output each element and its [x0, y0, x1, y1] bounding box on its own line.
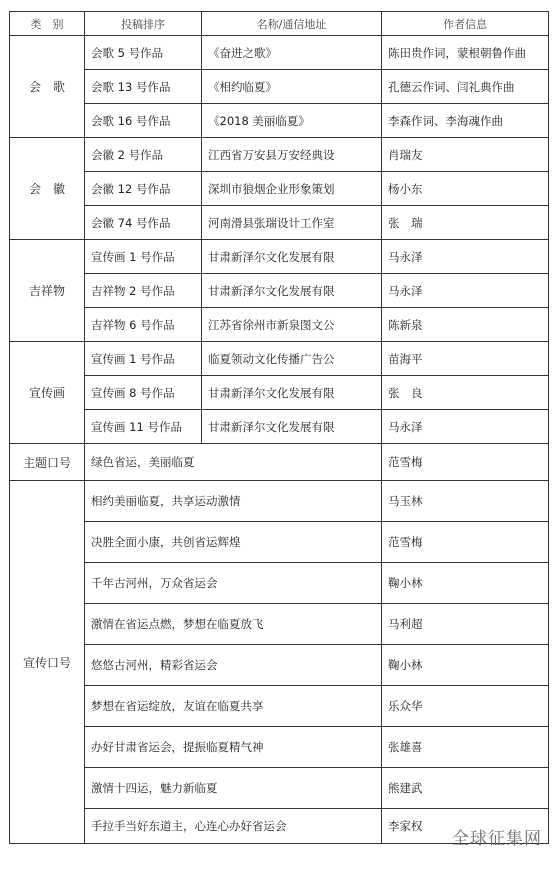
- table-row: [10, 138, 549, 172]
- header-author: 作者信息: [382, 12, 549, 36]
- table-header-row: [10, 12, 549, 36]
- author-cell: 李家权: [382, 809, 549, 844]
- name-cell: 《相约临夏》: [202, 70, 382, 104]
- table-row: [10, 104, 549, 138]
- table-row: [10, 604, 549, 645]
- category-cell: 主题口号: [10, 444, 85, 481]
- author-cell: 张 瑞: [382, 206, 549, 240]
- watermark: 全球征集网: [452, 829, 542, 849]
- header-category: 类 别: [10, 12, 85, 36]
- author-cell: 马玉林: [382, 481, 549, 522]
- table-row: [10, 645, 549, 686]
- slogan-cell: 悠悠古河州，精彩省运会: [85, 645, 382, 686]
- category-cell: 宣传口号: [10, 481, 85, 844]
- name-cell: 甘肃新泽尔文化发展有限: [202, 240, 382, 274]
- order-cell: 宣传画 1 号作品: [85, 240, 202, 274]
- category-cell: 吉祥物: [10, 240, 85, 342]
- table-row: [10, 410, 549, 444]
- name-cell: 《奋进之歌》: [202, 36, 382, 70]
- slogan-cell: 办好甘肃省运会，提振临夏精气神: [85, 727, 382, 768]
- author-cell: 鞠小林: [382, 645, 549, 686]
- author-cell: 杨小东: [382, 172, 549, 206]
- order-cell: 会歌 5 号作品: [85, 36, 202, 70]
- author-cell: 张 良: [382, 376, 549, 410]
- name-cell: 甘肃新泽尔文化发展有限: [202, 274, 382, 308]
- table-row: [10, 727, 549, 768]
- table-row: [10, 481, 549, 522]
- award-table: [9, 11, 549, 844]
- order-cell: 吉祥物 2 号作品: [85, 274, 202, 308]
- order-cell: 会徽 12 号作品: [85, 172, 202, 206]
- author-cell: 范雪梅: [382, 522, 549, 563]
- name-cell: 甘肃新泽尔文化发展有限: [202, 376, 382, 410]
- author-cell: 范雪梅: [382, 444, 549, 481]
- slogan-cell: 激情十四运，魅力新临夏: [85, 768, 382, 809]
- table-row: [10, 686, 549, 727]
- order-cell: 会徽 74 号作品: [85, 206, 202, 240]
- table-row: [10, 274, 549, 308]
- order-cell: 宣传画 1 号作品: [85, 342, 202, 376]
- author-cell: 马利超: [382, 604, 549, 645]
- author-cell: 马永泽: [382, 240, 549, 274]
- slogan-cell: 绿色省运，美丽临夏: [85, 444, 382, 481]
- table-row: [10, 768, 549, 809]
- author-cell: 张雄喜: [382, 727, 549, 768]
- name-cell: 临夏领动文化传播广告公: [202, 342, 382, 376]
- category-cell: 会 徽: [10, 138, 85, 240]
- author-cell: 乐众华: [382, 686, 549, 727]
- order-cell: 宣传画 8 号作品: [85, 376, 202, 410]
- author-cell: 陈新泉: [382, 308, 549, 342]
- table-row: [10, 36, 549, 70]
- table-row: [10, 563, 549, 604]
- author-cell: 肖瑞友: [382, 138, 549, 172]
- order-cell: 会歌 16 号作品: [85, 104, 202, 138]
- table-row: [10, 522, 549, 563]
- table-row: [10, 70, 549, 104]
- author-cell: 李森作词、李海魂作曲: [382, 104, 549, 138]
- slogan-cell: 相约美丽临夏，共享运动激情: [85, 481, 382, 522]
- category-cell: 会 歌: [10, 36, 85, 138]
- order-cell: 会徽 2 号作品: [85, 138, 202, 172]
- order-cell: 会歌 13 号作品: [85, 70, 202, 104]
- author-cell: 孔德云作词、闫礼典作曲: [382, 70, 549, 104]
- table-row: [10, 376, 549, 410]
- order-cell: 宣传画 11 号作品: [85, 410, 202, 444]
- name-cell: 江西省万安县万安经典设: [202, 138, 382, 172]
- table-row: [10, 444, 549, 481]
- author-cell: 陈田贵作词，蒙根朝鲁作曲: [382, 36, 549, 70]
- table-row: [10, 172, 549, 206]
- name-cell: 河南滑县张瑞设计工作室: [202, 206, 382, 240]
- author-cell: 马永泽: [382, 410, 549, 444]
- slogan-cell: 决胜全面小康，共创省运辉煌: [85, 522, 382, 563]
- name-cell: 《2018 美丽临夏》: [202, 104, 382, 138]
- table-row: [10, 342, 549, 376]
- name-cell: 深圳市狼烟企业形象策划: [202, 172, 382, 206]
- order-cell: 吉祥物 6 号作品: [85, 308, 202, 342]
- author-cell: 鞠小林: [382, 563, 549, 604]
- name-cell: 江苏省徐州市新泉图文公: [202, 308, 382, 342]
- slogan-cell: 千年古河州，万众省运会: [85, 563, 382, 604]
- table-row: [10, 240, 549, 274]
- header-name-address: 名称/通信地址: [202, 12, 382, 36]
- author-cell: 马永泽: [382, 274, 549, 308]
- author-cell: 苗海平: [382, 342, 549, 376]
- table-row: [10, 308, 549, 342]
- slogan-cell: 激情在省运点燃，梦想在临夏放飞: [85, 604, 382, 645]
- author-cell: 熊建武: [382, 768, 549, 809]
- slogan-cell: 梦想在省运绽放，友谊在临夏共享: [85, 686, 382, 727]
- category-cell: 宣传画: [10, 342, 85, 444]
- table-row: [10, 206, 549, 240]
- name-cell: 甘肃新泽尔文化发展有限: [202, 410, 382, 444]
- slogan-cell: 手拉手当好东道主，心连心办好省运会: [85, 809, 382, 844]
- header-order: 投稿排序: [85, 12, 202, 36]
